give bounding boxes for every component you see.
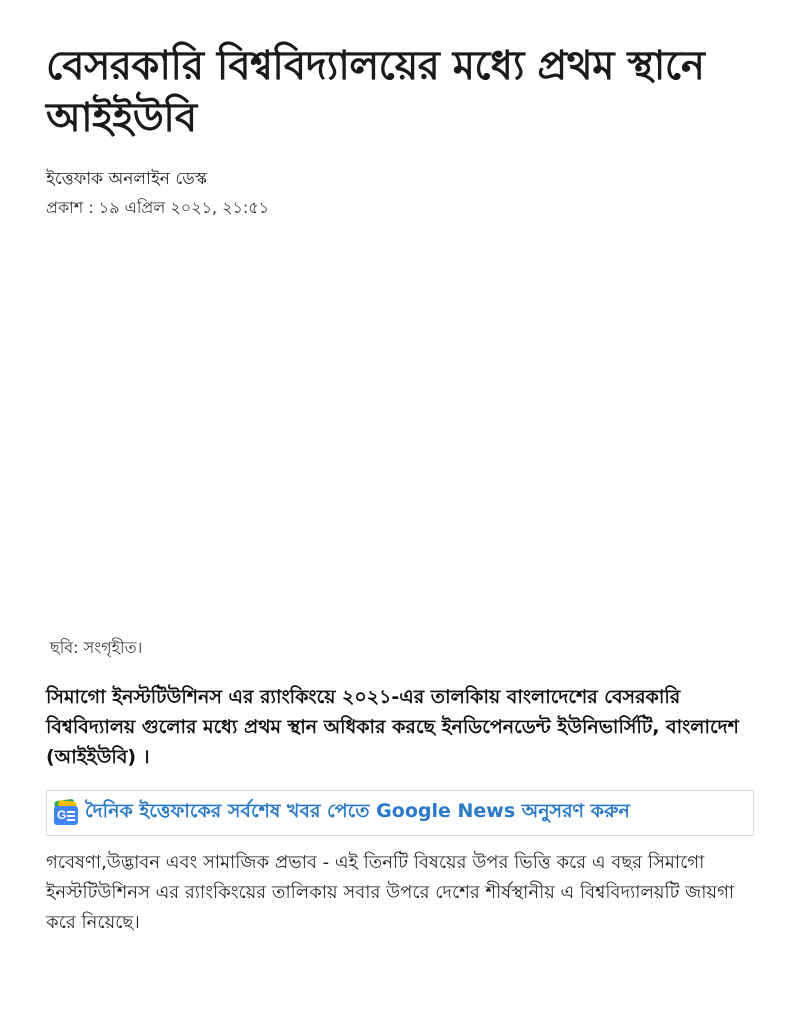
article-body-paragraph: গবেষণা,উদ্ভাবন এবং সামাজিক প্রভাব - এই তিনটি বিষয়ের উপর ভিত্তি করে এ বছর সিমাগো ইনস্টটিউশিনস এর র‍্যাংকিংয়ের তালিকায় সবার উপরে দেশের শীর্ষস্থানীয় এ বিশ্ববিদ্যালয়টি জায়গা করে নিয়েছে। [46,852,735,933]
image-caption: ছবি: সংগৃহীত। [50,638,143,657]
article-image [46,224,753,624]
google-news-follow-link[interactable] [46,790,754,836]
google-news-icon: G [53,800,79,826]
article-byline[interactable]: ইত্তেফাক অনলাইন ডেস্ক [46,169,208,189]
google-news-cta-text: দৈনিক ইত্তেফাকের সর্বশেষ খবর পেতে Google News অনুসরণ করুন [85,800,630,822]
article-lead: সিমাগো ইনস্টটিউশিনস এর র‍্যাংকিংয়ে ২০২১-এর তালকিায় বাংলাদেশের বেসরকারি বিশ্ববিদ্যালয় গুলোর মধ্যে প্রথম স্থান অধিকার করছে ইনডিপেনডেন্ট ইউনিভার্সিটি, বাংলাদেশ (আইইউবি) । [46,686,739,768]
article-published-date: প্রকাশ : ১৯ এপ্রিল ২০২১, ২১:৫১ [46,198,270,217]
article-headline: বেসরকারি বিশ্ববিদ্যালয়ের মধ্যে প্রথম স্থানে আইইউবি [46,43,705,141]
